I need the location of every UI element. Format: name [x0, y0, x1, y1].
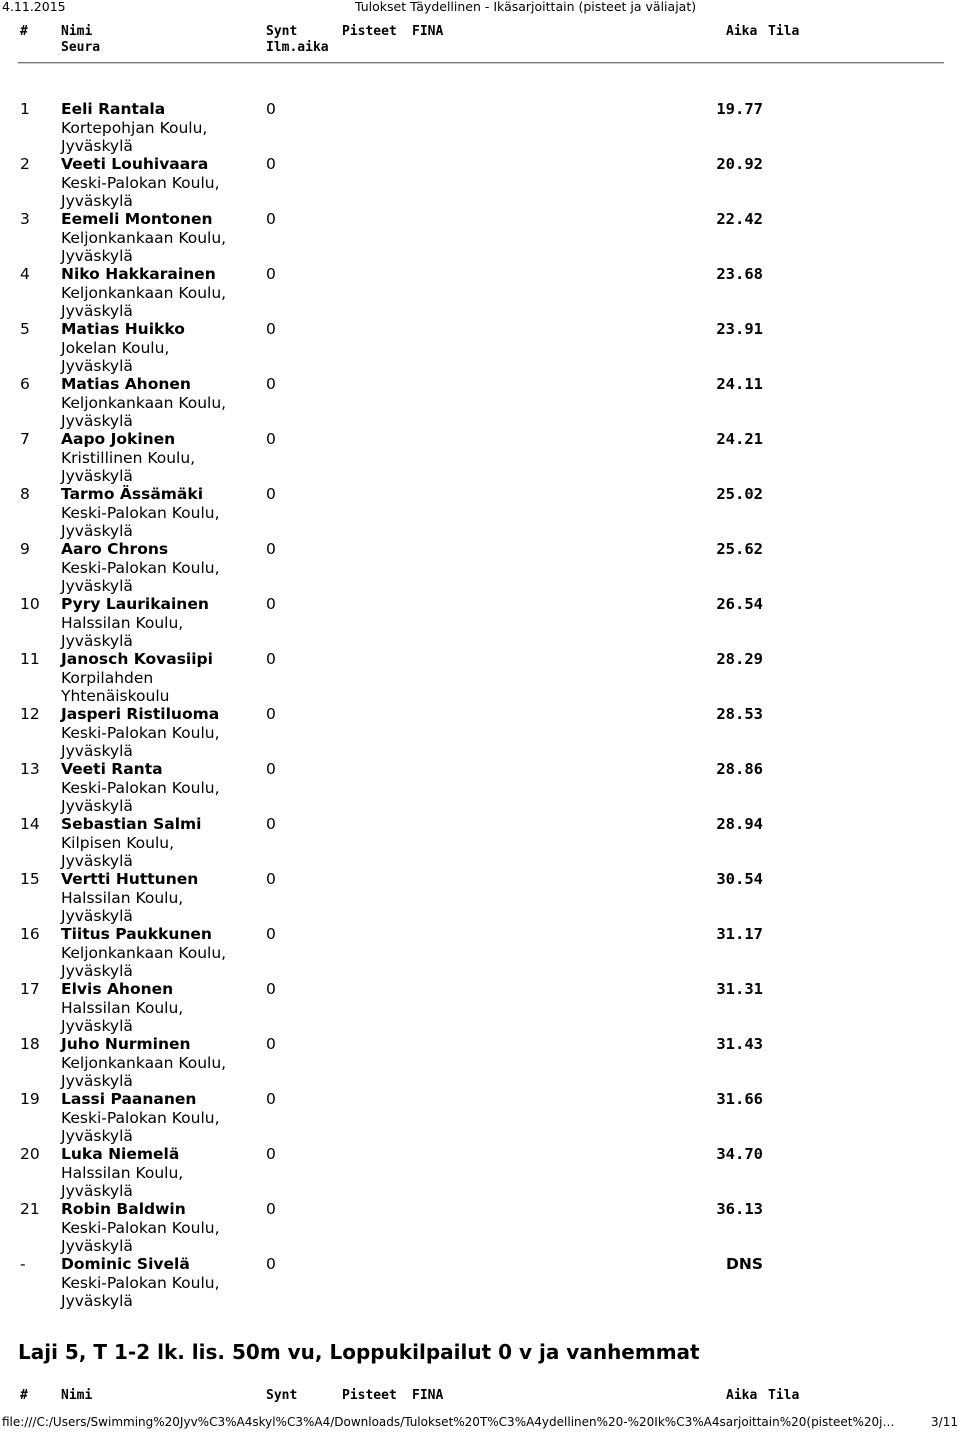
result-points: 0: [266, 760, 276, 778]
result-points: 0: [266, 870, 276, 888]
result-points: 0: [266, 595, 276, 613]
result-points: 0: [266, 1200, 276, 1218]
club-line-2: Jyväskylä: [61, 907, 133, 925]
swimmer-name: Sebastian Salmi: [61, 815, 202, 833]
result-row: [0, 100, 960, 155]
result-time: 25.02: [716, 485, 763, 503]
swimmer-name: Lassi Paananen: [61, 1090, 197, 1108]
result-rank: 7: [20, 430, 30, 448]
swimmer-name: Dominic Sivelä: [61, 1255, 190, 1273]
col-fina: FINA: [412, 24, 444, 39]
swimmer-name: Eemeli Montonen: [61, 210, 213, 228]
result-row: [0, 375, 960, 430]
result-time: 23.68: [716, 265, 763, 283]
result-points: 0: [266, 100, 276, 118]
col-born: Synt: [266, 1388, 298, 1403]
col-club: Seura: [61, 40, 101, 55]
result-time: 20.92: [716, 155, 763, 173]
result-points: 0: [266, 155, 276, 173]
club-line-1: Halssilan Koulu,: [61, 614, 184, 632]
result-points: 0: [266, 1090, 276, 1108]
club-line-1: Keski-Palokan Koulu,: [61, 174, 220, 192]
result-time: 31.66: [716, 1090, 763, 1108]
col-born: Synt: [266, 24, 298, 39]
club-line-2: Jyväskylä: [61, 1182, 133, 1200]
result-row: [0, 210, 960, 265]
result-row: [0, 925, 960, 980]
swimmer-name: Elvis Ahonen: [61, 980, 174, 998]
result-time: DNS: [725, 1255, 763, 1273]
swimmer-name: Juho Nurminen: [61, 1035, 191, 1053]
result-time: 24.21: [716, 430, 763, 448]
result-points: 0: [266, 1035, 276, 1053]
col-time: Aika: [726, 24, 758, 39]
club-line-1: Keljonkankaan Koulu,: [61, 1054, 227, 1072]
swimmer-name: Aapo Jokinen: [61, 430, 176, 448]
result-rank: 1: [20, 100, 30, 118]
print-date: 4.11.2015: [2, 0, 66, 14]
club-line-1: Keski-Palokan Koulu,: [61, 504, 220, 522]
club-line-2: Jyväskylä: [61, 247, 133, 265]
club-line-1: Keski-Palokan Koulu,: [61, 1274, 220, 1292]
result-rank: 15: [20, 870, 40, 888]
club-line-1: Halssilan Koulu,: [61, 889, 184, 907]
col-name: Nimi: [61, 1388, 93, 1403]
swimmer-name: Veeti Ranta: [61, 760, 163, 778]
swimmer-name: Pyry Laurikainen: [61, 595, 209, 613]
club-line-2: Jyväskylä: [61, 1072, 133, 1090]
col-rank: #: [20, 24, 28, 39]
club-line-1: Kortepohjan Koulu,: [61, 119, 208, 137]
result-rank: 6: [20, 375, 30, 393]
club-line-2: Jyväskylä: [61, 137, 133, 155]
col-status: Tila: [768, 1388, 800, 1403]
club-line-1: Keljonkankaan Koulu,: [61, 284, 227, 302]
result-rank: 11: [20, 650, 40, 668]
club-line-2: Jyväskylä: [61, 1127, 133, 1145]
club-line-2: Jyväskylä: [61, 522, 133, 540]
result-row: [0, 485, 960, 540]
club-line-1: Halssilan Koulu,: [61, 999, 184, 1017]
club-line-2: Jyväskylä: [61, 852, 133, 870]
result-rank: 12: [20, 705, 40, 723]
club-line-1: Keski-Palokan Koulu,: [61, 1219, 220, 1237]
result-row: [0, 1090, 960, 1145]
club-line-1: Kilpisen Koulu,: [61, 834, 175, 852]
club-line-1: Jokelan Koulu,: [61, 339, 170, 357]
print-header: [0, 0, 960, 14]
result-time: 22.42: [716, 210, 763, 228]
result-rank: 2: [20, 155, 30, 173]
result-time: 31.17: [716, 925, 763, 943]
club-line-1: Keski-Palokan Koulu,: [61, 779, 220, 797]
result-rank: 16: [20, 925, 40, 943]
club-line-2: Jyväskylä: [61, 962, 133, 980]
result-points: 0: [266, 1145, 276, 1163]
print-url: file:///C:/Users/Swimming%20Jyv%C3%A4skyl%C3%A4/Downloads/Tulokset%20T%C3%A4ydellinen%20-%20Ik%C3%A4sarjoittain%20(pisteet%20j…: [2, 1415, 895, 1429]
result-points: 0: [266, 925, 276, 943]
result-time: 28.86: [716, 760, 763, 778]
club-line-1: Keski-Palokan Koulu,: [61, 724, 220, 742]
result-time: 25.62: [716, 540, 763, 558]
result-rank: 19: [20, 1090, 40, 1108]
print-title: Tulokset Täydellinen - Ikäsarjoittain (pisteet ja väliajat): [355, 0, 697, 14]
result-row: [0, 980, 960, 1035]
result-points: 0: [266, 320, 276, 338]
club-line-2: Jyväskylä: [61, 467, 133, 485]
swimmer-name: Tiitus Paukkunen: [61, 925, 212, 943]
club-line-1: Keski-Palokan Koulu,: [61, 559, 220, 577]
result-time: 31.43: [716, 1035, 763, 1053]
col-status: Tila: [768, 24, 800, 39]
result-time: 23.91: [716, 320, 763, 338]
result-points: 0: [266, 650, 276, 668]
col-name: Nimi: [61, 24, 93, 39]
result-points: 0: [266, 265, 276, 283]
col-points: Pisteet: [342, 24, 397, 39]
swimmer-name: Niko Hakkarainen: [61, 265, 216, 283]
print-footer: [0, 1414, 960, 1430]
header-divider: [18, 62, 944, 64]
result-rank: 9: [20, 540, 30, 558]
result-points: 0: [266, 540, 276, 558]
result-rank: 14: [20, 815, 40, 833]
club-line-1: Halssilan Koulu,: [61, 1164, 184, 1182]
col-time: Aika: [726, 1388, 758, 1403]
col-entry-time: Ilm.aika: [266, 40, 329, 55]
result-row: [0, 650, 960, 705]
result-row: [0, 1035, 960, 1090]
club-line-1: Kristillinen Koulu,: [61, 449, 196, 467]
result-time: 24.11: [716, 375, 763, 393]
col-fina: FINA: [412, 1388, 444, 1403]
result-row: [0, 320, 960, 375]
club-line-2: Yhtenäiskoulu: [61, 687, 170, 705]
club-line-2: Jyväskylä: [61, 797, 133, 815]
result-row: [0, 595, 960, 650]
swimmer-name: Vertti Huttunen: [61, 870, 199, 888]
result-row: [0, 1255, 960, 1310]
result-points: 0: [266, 375, 276, 393]
result-rank: 3: [20, 210, 30, 228]
result-row: [0, 1145, 960, 1200]
result-rank: -: [20, 1255, 26, 1273]
club-line-2: Jyväskylä: [61, 302, 133, 320]
result-rank: 5: [20, 320, 30, 338]
result-rank: 13: [20, 760, 40, 778]
result-rank: 8: [20, 485, 30, 503]
swimmer-name: Eeli Rantala: [61, 100, 166, 118]
club-line-2: Jyväskylä: [61, 412, 133, 430]
result-rank: 17: [20, 980, 40, 998]
page-number: 3/11: [931, 1415, 958, 1429]
result-time: 28.53: [716, 705, 763, 723]
club-line-1: Keljonkankaan Koulu,: [61, 394, 227, 412]
club-line-2: Jyväskylä: [61, 1292, 133, 1310]
result-row: [0, 760, 960, 815]
result-rank: 10: [20, 595, 40, 613]
result-rank: 18: [20, 1035, 40, 1053]
result-row: [0, 540, 960, 595]
swimmer-name: Matias Ahonen: [61, 375, 191, 393]
result-row: [0, 815, 960, 870]
club-line-1: Keski-Palokan Koulu,: [61, 1109, 220, 1127]
column-headers-2: [0, 1388, 960, 1404]
result-row: [0, 705, 960, 760]
result-points: 0: [266, 485, 276, 503]
result-time: 34.70: [716, 1145, 763, 1163]
club-line-2: Jyväskylä: [61, 1017, 133, 1035]
swimmer-name: Aaro Chrons: [61, 540, 169, 558]
result-rank: 4: [20, 265, 30, 283]
swimmer-name: Janosch Kovasiipi: [61, 650, 213, 668]
swimmer-name: Robin Baldwin: [61, 1200, 186, 1218]
swimmer-name: Tarmo Ässämäki: [61, 485, 204, 503]
result-rank: 21: [20, 1200, 40, 1218]
swimmer-name: Luka Niemelä: [61, 1145, 180, 1163]
result-row: [0, 870, 960, 925]
result-row: [0, 265, 960, 320]
club-line-2: Jyväskylä: [61, 742, 133, 760]
result-time: 31.31: [716, 980, 763, 998]
result-time: 26.54: [716, 595, 763, 613]
result-points: 0: [266, 705, 276, 723]
result-points: 0: [266, 210, 276, 228]
result-time: 28.94: [716, 815, 763, 833]
club-line-2: Jyväskylä: [61, 357, 133, 375]
club-line-2: Jyväskylä: [61, 632, 133, 650]
column-headers: [0, 24, 960, 60]
result-row: [0, 430, 960, 485]
col-points: Pisteet: [342, 1388, 397, 1403]
result-points: 0: [266, 815, 276, 833]
result-points: 0: [266, 1255, 276, 1273]
club-line-2: Jyväskylä: [61, 1237, 133, 1255]
result-row: [0, 1200, 960, 1255]
result-points: 0: [266, 430, 276, 448]
result-time: 19.77: [716, 100, 763, 118]
result-points: 0: [266, 980, 276, 998]
result-time: 28.29: [716, 650, 763, 668]
result-time: 30.54: [716, 870, 763, 888]
swimmer-name: Jasperi Ristiluoma: [61, 705, 220, 723]
club-line-1: Keljonkankaan Koulu,: [61, 229, 227, 247]
result-time: 36.13: [716, 1200, 763, 1218]
section-title: Laji 5, T 1-2 lk. lis. 50m vu, Loppukilpailut 0 v ja vanhemmat: [18, 1340, 700, 1364]
col-rank: #: [20, 1388, 28, 1403]
results-list: [0, 100, 960, 1310]
club-line-2: Jyväskylä: [61, 192, 133, 210]
result-row: [0, 155, 960, 210]
club-line-1: Keljonkankaan Koulu,: [61, 944, 227, 962]
swimmer-name: Matias Huikko: [61, 320, 185, 338]
result-rank: 20: [20, 1145, 40, 1163]
swimmer-name: Veeti Louhivaara: [61, 155, 209, 173]
club-line-2: Jyväskylä: [61, 577, 133, 595]
club-line-1: Korpilahden: [61, 669, 154, 687]
